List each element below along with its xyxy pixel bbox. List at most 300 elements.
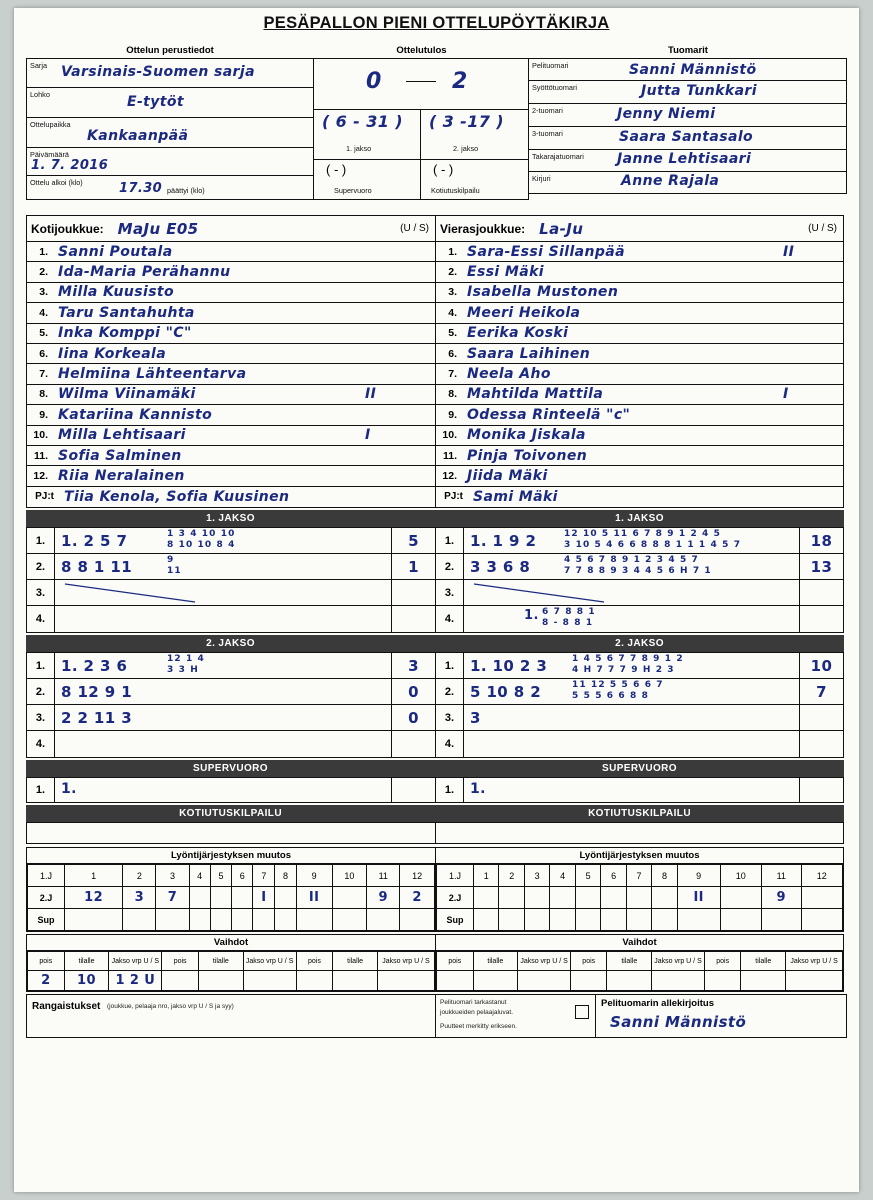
inning-score: [391, 580, 435, 605]
away-player-8: Mahtilda Mattila: [467, 386, 604, 403]
order-col-5: 5: [575, 865, 600, 887]
away-player-row[interactable]: 1. Sara-Essi Sillanpää II: [436, 242, 843, 262]
paivamaara-value: 1. 7. 2016: [31, 158, 109, 173]
home-player-row[interactable]: 11. Sofia Salminen: [27, 446, 435, 466]
referee-row-1[interactable]: [529, 81, 847, 104]
order-sup-row[interactable]: [28, 909, 435, 931]
home-pjt-row[interactable]: PJ:t Tiia Kenola, Sofia Kuusinen: [27, 487, 435, 507]
jakso1-label: 1. jakso: [346, 144, 372, 153]
order-header-row: [28, 865, 435, 887]
away-sup-7: [626, 909, 651, 931]
inning-detail-1: 9: [167, 555, 175, 566]
paivamaara-label: Päivämäärä: [30, 150, 69, 159]
field-paivamaara[interactable]: [26, 148, 314, 176]
home-player-1: Sanni Poutala: [58, 243, 173, 260]
inning-row[interactable]: [27, 731, 435, 757]
home-sup-10: [332, 909, 367, 931]
inning-score: 0: [391, 705, 435, 730]
away-sub-tilalle: [473, 971, 518, 991]
inning-score: 3: [391, 653, 435, 678]
subs-col-jakso: Jakso vrp U / S: [377, 952, 434, 971]
away-total: 2: [452, 69, 468, 94]
home-player-4: Taru Santahuhta: [58, 304, 195, 321]
order-col-8: 8: [275, 865, 296, 887]
away-subs-title: Vaihdot: [436, 935, 843, 951]
away-team-label: Vierasjoukkue:: [440, 221, 526, 236]
subs-col-jakso: Jakso vrp U / S: [652, 952, 705, 971]
home-2j-1: 12: [65, 887, 123, 909]
inning-row[interactable]: [27, 705, 435, 731]
home-player-row[interactable]: 6. Iina Korkeala: [27, 344, 435, 364]
home-us-toggle[interactable]: (U / S): [400, 223, 429, 234]
inning-row[interactable]: [436, 679, 843, 705]
home-player-row[interactable]: 4. Taru Santahuhta: [27, 303, 435, 323]
field-lohko[interactable]: [26, 88, 314, 118]
away-2j-12: [801, 887, 842, 909]
alkoi-value: 17.30: [119, 181, 163, 196]
inning-detail-2: 8 - 8 8 1: [542, 618, 594, 629]
away-2j-2: [499, 887, 524, 909]
home-player-row[interactable]: 10. Milla Lehtisaari I: [27, 426, 435, 446]
home-player-6: Iina Korkeala: [58, 345, 167, 362]
inning-row[interactable]: [436, 606, 843, 632]
sarja-value: Varsinais-Suomen sarja: [61, 64, 255, 80]
home-sup-3: [156, 909, 189, 931]
away-player-row[interactable]: 10. Monika Jiskala: [436, 426, 843, 446]
home-total: 0: [366, 69, 382, 94]
inning-score: [391, 731, 435, 757]
check-note-3: Puutteet merkitty erikseen.: [440, 1023, 517, 1031]
referee-label-3: 3-tuomari: [532, 129, 563, 138]
away-sup-8: [652, 909, 677, 931]
super-runs: 1.: [61, 781, 77, 798]
subs-col-jakso: Jakso vrp U / S: [786, 952, 843, 971]
home-player-row[interactable]: 8. Wilma Viinamäki II: [27, 385, 435, 405]
away-player-9: Odessa Rinteelä "c": [467, 406, 631, 423]
kotiutuskilpailu-value: ( - ): [433, 162, 454, 177]
check-box[interactable]: [575, 1005, 589, 1019]
page-title: PESÄPALLON PIENI OTTELUPÖYTÄKIRJA: [263, 14, 610, 32]
inning-no: 4.: [27, 606, 55, 632]
home-team-name: MaJu E05: [117, 219, 199, 238]
scoresheet: [14, 8, 859, 1192]
order-col-7: 7: [253, 865, 275, 887]
home-order-block: [26, 847, 435, 932]
home-kotiutus-bar: KOTIUTUSKILPAILU: [26, 805, 435, 822]
home-2j-10: [332, 887, 367, 909]
order-col-2: 2: [499, 865, 524, 887]
order-col-5: 5: [210, 865, 231, 887]
subs-value-row[interactable]: [28, 971, 435, 991]
referee-value-2: Jenny Niemi: [617, 106, 716, 122]
kotiutuskilpailu-label: Kotiutuskilpailu: [431, 186, 480, 195]
inning-score: [799, 705, 843, 730]
away-player-2: Essi Mäki: [467, 264, 544, 281]
away-team-header: [436, 216, 843, 242]
super-no: 1.: [436, 778, 464, 802]
referee-label-4: Takarajatuomari: [532, 152, 584, 161]
away-2j-7: [626, 887, 651, 909]
inning-row[interactable]: [27, 554, 435, 580]
inning-row[interactable]: [436, 580, 843, 606]
subs-col-pois: pois: [162, 952, 199, 971]
order-col-12: 12: [400, 865, 435, 887]
home-pjt-value: Tiia Kenola, Sofia Kuusinen: [64, 488, 290, 505]
referee-value-5: Anne Rajala: [621, 173, 720, 189]
period-scores[interactable]: [314, 110, 529, 160]
subs-col-pois: pois: [296, 952, 333, 971]
paattyi-label: päättyi (klo): [167, 186, 205, 195]
referee-row-5[interactable]: [529, 172, 847, 194]
away-player-7: Neela Aho: [467, 366, 551, 383]
away-subs-table[interactable]: [436, 951, 843, 991]
referee-value-3: Saara Santasalo: [619, 129, 754, 145]
home-2j-8: [275, 887, 296, 909]
inning-runs: 1. 2 3 6: [61, 657, 128, 676]
inning-no: 2.: [27, 679, 55, 704]
referee-value-4: Janne Lehtisaari: [617, 151, 752, 167]
ottelupaikka-label: Ottelupaikka: [30, 120, 71, 129]
away-player-3: Isabella Mustonen: [467, 284, 619, 301]
home-sup-1: [65, 909, 123, 931]
home-player-11: Sofia Salminen: [58, 447, 182, 464]
away-subs-block: [435, 934, 844, 992]
signature-label: Pelituomarin allekirjoitus: [601, 998, 714, 1010]
field-ottelupaikka[interactable]: [26, 118, 314, 148]
inning-no: 1.: [436, 528, 464, 553]
home-player-row[interactable]: 3. Milla Kuusisto: [27, 283, 435, 303]
inning-runs: 8 8 1 11: [61, 558, 133, 577]
total-score[interactable]: [314, 58, 529, 110]
away-sup-10: [720, 909, 761, 931]
inning-detail-1: 12 1 4: [167, 654, 205, 665]
result-header: Ottelutulos: [396, 45, 447, 56]
home-2j-9: II: [296, 887, 332, 909]
home-jakso1-table: [26, 527, 435, 633]
away-order-table[interactable]: [436, 864, 843, 931]
away-team-block: [435, 215, 844, 508]
inning-row[interactable]: [436, 731, 843, 757]
order-col-4: 4: [550, 865, 575, 887]
home-sub-pois: 2: [28, 971, 65, 991]
inning-detail-1: 1 4 5 6 7 7 8 9 1 2: [572, 654, 684, 665]
inning-runs: 1. 2 5 7: [61, 532, 128, 551]
away-kotiutus-table[interactable]: [435, 822, 844, 844]
away-sup-5: [575, 909, 600, 931]
home-2j-5: [210, 887, 231, 909]
inning-score: [799, 580, 843, 605]
home-player-7: Helmiina Lähteentarva: [58, 366, 247, 383]
order-2j-row[interactable]: [28, 887, 435, 909]
subs-col-jakso: Jakso vrp U / S: [243, 952, 296, 971]
home-jakso2-bar: 2. JAKSO: [26, 635, 435, 652]
subs-col-jakso: Jakso vrp U / S: [518, 952, 571, 971]
order-col-4: 4: [189, 865, 210, 887]
away-jakso2-bar: 2. JAKSO: [435, 635, 844, 652]
check-note-1: Pelituomari tarkastanut: [440, 999, 507, 1007]
home-player-row[interactable]: 9. Katariina Kannisto: [27, 405, 435, 425]
order-col-11: 11: [761, 865, 801, 887]
away-us-toggle[interactable]: (U / S): [808, 223, 837, 234]
home-2j-12: 2: [400, 887, 435, 909]
home-sup-8: [275, 909, 296, 931]
order-col-12: 12: [801, 865, 842, 887]
jakso2-label: 2. jakso: [453, 144, 479, 153]
home-player-row[interactable]: 5. Inka Komppi "C": [27, 324, 435, 344]
inning-row[interactable]: [436, 705, 843, 731]
check-note-2: joukkueiden pelaajaluvat.: [440, 1009, 513, 1017]
inning-score: 1: [391, 554, 435, 579]
inning-score: [799, 606, 843, 632]
home-2j-2: 3: [123, 887, 156, 909]
home-kotiutus-table[interactable]: [26, 822, 435, 844]
inning-detail-1: 1 3 4 10 10: [167, 529, 236, 540]
inning-score: [799, 731, 843, 757]
inning-detail-2: 8 10 10 8 4: [167, 540, 236, 551]
order-row-label-sup: Sup: [437, 909, 474, 931]
subs-header-row: [437, 952, 843, 971]
referee-row-3[interactable]: [529, 127, 847, 150]
field-alkoi[interactable]: [26, 176, 314, 200]
away-player-10: Monika Jiskala: [467, 427, 586, 444]
home-sup-7: [253, 909, 275, 931]
jakso1-home-score: ( 6 - 31 ): [322, 112, 403, 131]
referee-label-0: Pelituomari: [532, 61, 569, 70]
away-mark-1: II: [783, 243, 795, 260]
order-col-9: 9: [296, 865, 332, 887]
away-sup-3: [524, 909, 549, 931]
away-2j-9: II: [677, 887, 720, 909]
lohko-value: E-tytöt: [127, 94, 184, 110]
home-sup-12: [400, 909, 435, 931]
away-player-row[interactable]: 6. Saara Laihinen: [436, 344, 843, 364]
inning-row[interactable]: [436, 653, 843, 679]
inning-detail-2: 7 7 8 8 9 3 4 4 5 6 H 7 1: [564, 566, 712, 577]
home-jakso1-bar: 1. JAKSO: [26, 510, 435, 527]
order-col-2: 2: [123, 865, 156, 887]
inning-detail-1: 6 7 8 8 1: [542, 607, 596, 618]
home-super-table[interactable]: [26, 777, 435, 803]
order-row-label-2j: 2.J: [437, 887, 474, 909]
signature-value: Sanni Männistö: [610, 1013, 747, 1032]
home-mark-8: II: [365, 386, 377, 403]
result-section: [314, 44, 529, 200]
inning-no: 3.: [27, 705, 55, 730]
home-sup-9: [296, 909, 332, 931]
inning-row[interactable]: [27, 528, 435, 554]
subs-col-jakso: Jakso vrp U / S: [109, 952, 162, 971]
order-col-1: 1: [65, 865, 123, 887]
referees-header: Tuomarit: [668, 45, 708, 56]
away-2j-5: [575, 887, 600, 909]
away-player-row[interactable]: 9. Odessa Rinteelä "c": [436, 405, 843, 425]
inning-row[interactable]: [436, 528, 843, 554]
inning-score: 0: [391, 679, 435, 704]
home-player-3: Milla Kuusisto: [58, 284, 175, 301]
inning-no: 2.: [436, 554, 464, 579]
away-team-name: La-Ju: [539, 219, 584, 238]
inning-runs: 1. 1 9 2: [470, 532, 537, 551]
order-row-label-2j: 2.J: [28, 887, 65, 909]
away-order-title: Lyöntijärjestyksen muutos: [436, 848, 843, 864]
home-order-title: Lyöntijärjestyksen muutos: [27, 848, 435, 864]
home-order-table[interactable]: [27, 864, 435, 931]
home-team-header: [27, 216, 435, 242]
subs-value-row[interactable]: [437, 971, 843, 991]
lineups: [26, 215, 847, 1038]
subs-col-pois: pois: [28, 952, 65, 971]
field-sarja[interactable]: [26, 58, 314, 88]
home-2j-11: 9: [367, 887, 400, 909]
order-col-8: 8: [652, 865, 677, 887]
away-player-row[interactable]: 8. Mahtilda Mattila I: [436, 385, 843, 405]
home-player-12: Riia Neralainen: [58, 467, 185, 484]
order-2j-row[interactable]: [437, 887, 843, 909]
home-mark-10: I: [365, 427, 371, 444]
home-player-row[interactable]: 2. Ida-Maria Perähannu: [27, 262, 435, 282]
home-player-row[interactable]: 7. Helmiina Lähteentarva: [27, 364, 435, 384]
home-subs-table[interactable]: [27, 951, 435, 991]
basics-section: [26, 44, 314, 200]
inning-runs: 2 2 11 3: [61, 709, 133, 728]
away-sub-jakso: [518, 971, 571, 991]
jakso2-away-score: ( 3 -17 ): [429, 112, 504, 131]
order-header-row: [437, 865, 843, 887]
away-player-row[interactable]: 11. Pinja Toivonen: [436, 446, 843, 466]
referee-value-1: Jutta Tunkkari: [641, 83, 757, 99]
inning-row[interactable]: [27, 653, 435, 679]
away-player-row[interactable]: 3. Isabella Mustonen: [436, 283, 843, 303]
home-sub-tilalle: 10: [64, 971, 109, 991]
order-col-3: 3: [524, 865, 549, 887]
order-col-10: 10: [720, 865, 761, 887]
subs-header-row: [28, 952, 435, 971]
home-player-10: Milla Lehtisaari: [58, 427, 186, 444]
home-sup-11: [367, 909, 400, 931]
inning-detail-2: 5 5 5 6 6 8 8: [572, 691, 649, 702]
home-sup-4: [189, 909, 210, 931]
away-sup-2: [499, 909, 524, 931]
inning-score: 5: [391, 528, 435, 553]
order-col-6: 6: [601, 865, 626, 887]
super-no: 1.: [27, 778, 55, 802]
home-player-8: Wilma Viinamäki: [58, 386, 196, 403]
super-kotiutus-scores[interactable]: [314, 160, 529, 200]
inning-row[interactable]: [27, 606, 435, 632]
away-2j-1: [474, 887, 499, 909]
referee-row-4[interactable]: [529, 150, 847, 172]
referee-label-5: Kirjuri: [532, 174, 551, 183]
subs-col-tilalle: tilalle: [473, 952, 518, 971]
referee-row-2[interactable]: [529, 104, 847, 127]
order-col-6: 6: [232, 865, 253, 887]
away-player-5: Eerika Koski: [467, 325, 569, 342]
inning-score: [391, 606, 435, 632]
inning-no: 4.: [436, 606, 464, 632]
inning-row[interactable]: [27, 580, 435, 606]
inning-row[interactable]: [27, 679, 435, 705]
inning-detail-1: 12 10 5 11 6 7 8 9 1 2 4 5: [564, 529, 721, 540]
inning-score: 7: [799, 679, 843, 704]
away-player-12: Jiida Mäki: [467, 467, 548, 484]
away-jakso2-table: [435, 652, 844, 758]
inning-runs: 3: [470, 709, 481, 728]
check-note-block[interactable]: [435, 994, 595, 1038]
home-jakso2-table: [26, 652, 435, 758]
subs-col-tilalle: tilalle: [64, 952, 109, 971]
away-player-row[interactable]: 12. Jiida Mäki: [436, 466, 843, 486]
referee-value-0: Sanni Männistö: [629, 62, 757, 78]
away-sup-6: [601, 909, 626, 931]
home-player-row[interactable]: 12. Riia Neralainen: [27, 466, 435, 486]
away-player-row[interactable]: 4. Meeri Heikola: [436, 303, 843, 323]
order-sup-row[interactable]: [437, 909, 843, 931]
away-super-table[interactable]: [435, 777, 844, 803]
away-2j-10: [720, 887, 761, 909]
super-runs: 1.: [470, 781, 486, 798]
order-col-3: 3: [156, 865, 189, 887]
home-player-5: Inka Komppi "C": [58, 325, 192, 342]
subs-col-pois: pois: [437, 952, 474, 971]
home-super-bar: SUPERVUORO: [26, 760, 435, 777]
inning-detail-2: 11: [167, 566, 182, 577]
referee-label-1: Syöttötuomari: [532, 83, 578, 92]
home-sup-2: [123, 909, 156, 931]
inning-no: 1.: [27, 528, 55, 553]
penalties-block[interactable]: [26, 994, 435, 1038]
subs-col-tilalle: tilalle: [333, 952, 378, 971]
away-player-row[interactable]: 2. Essi Mäki: [436, 262, 843, 282]
inning-no: 3.: [436, 705, 464, 730]
away-player-6: Saara Laihinen: [467, 345, 591, 362]
away-sup-11: [761, 909, 801, 931]
referee-row-0[interactable]: [529, 58, 847, 81]
away-player-row[interactable]: 5. Eerika Koski: [436, 324, 843, 344]
away-2j-11: 9: [761, 887, 801, 909]
away-player-11: Pinja Toivonen: [467, 447, 588, 464]
away-sup-12: [801, 909, 842, 931]
signature-block[interactable]: [595, 994, 847, 1038]
inning-row[interactable]: [436, 554, 843, 580]
inning-runs: 8 12 9 1: [61, 683, 133, 702]
referee-label-2: 2-tuomari: [532, 106, 563, 115]
home-subs-block: [26, 934, 435, 992]
inning-no: 2.: [27, 554, 55, 579]
inning-runs: 3 3 6 8: [470, 558, 531, 577]
away-jakso1-table: [435, 527, 844, 633]
home-2j-7: I: [253, 887, 275, 909]
away-player-row[interactable]: 7. Neela Aho: [436, 364, 843, 384]
referees-section: [529, 44, 847, 200]
away-sup-4: [550, 909, 575, 931]
inning-no: 2.: [436, 679, 464, 704]
home-player-2: Ida-Maria Perähannu: [58, 264, 231, 281]
away-jakso1-bar: 1. JAKSO: [435, 510, 844, 527]
home-sup-5: [210, 909, 231, 931]
penalties-note: (joukkue, pelaaja nro, jakso vrp U / S ja syy): [107, 1003, 234, 1011]
away-sup-1: [474, 909, 499, 931]
order-row-label-sup: Sup: [28, 909, 65, 931]
away-kotiutus-bar: KOTIUTUSKILPAILU: [435, 805, 844, 822]
home-player-row[interactable]: 1. Sanni Poutala: [27, 242, 435, 262]
home-team-label: Kotijoukkue:: [31, 221, 104, 236]
away-pjt-value: Sami Mäki: [473, 488, 558, 505]
away-pjt-row[interactable]: PJ:t Sami Mäki: [436, 487, 843, 507]
ottelupaikka-value: Kankaanpää: [87, 128, 189, 144]
sarja-label: Sarja: [30, 61, 48, 70]
home-2j-6: [232, 887, 253, 909]
inning-no: 1.: [436, 653, 464, 678]
